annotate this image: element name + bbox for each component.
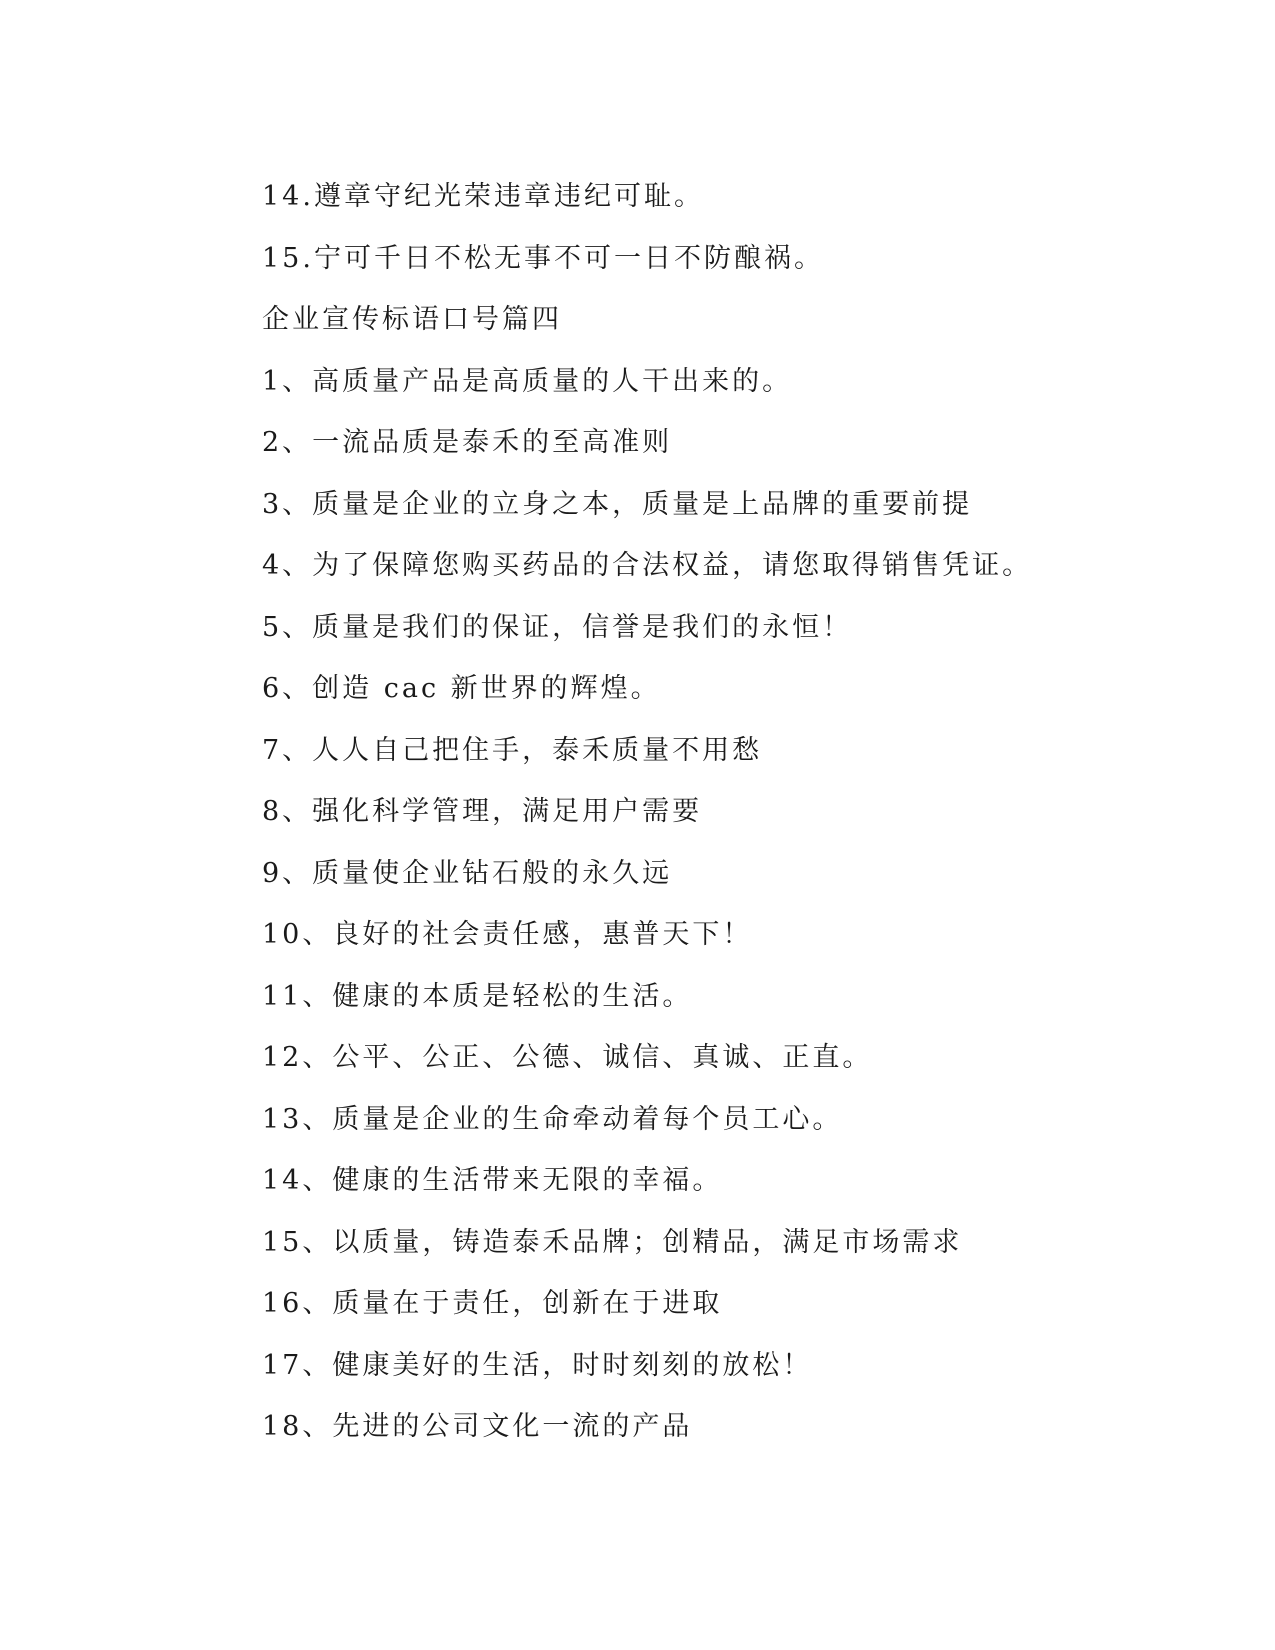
list-item: 14、健康的生活带来无限的幸福。	[262, 1165, 723, 1196]
list-item: 13、质量是企业的生命牵动着每个员工心。	[262, 1103, 843, 1135]
document-body	[262, 166, 1162, 1458]
section-heading: 企业宣传标语口号篇四	[262, 304, 562, 335]
list-item: 9、质量使企业钻石般的永久远	[262, 857, 673, 889]
list-item: 12、公平、公正、公德、诚信、真诚、正直。	[262, 1042, 873, 1073]
text-line: 14.遵章守纪光荣违章违纪可耻。	[262, 181, 704, 212]
list-item: 15、以质量，铸造泰禾品牌；创精品，满足市场需求	[262, 1226, 963, 1258]
list-item: 10、良好的社会责任感，惠普天下！	[262, 919, 753, 950]
list-item: 6、创造 cac 新世界的辉煌。	[262, 673, 661, 704]
list-item: 5、质量是我们的保证，信誉是我们的永恒！	[262, 611, 853, 643]
list-item: 17、健康美好的生活，时时刻刻的放松！	[262, 1349, 813, 1381]
list-item: 7、人人自己把住手，泰禾质量不用愁	[262, 734, 763, 766]
list-item: 2、一流品质是泰禾的至高准则	[262, 427, 673, 458]
list-item: 11、健康的本质是轻松的生活。	[262, 980, 693, 1012]
list-item: 1、高质量产品是高质量的人干出来的。	[262, 365, 793, 397]
list-item: 16、质量在于责任，创新在于进取	[262, 1288, 723, 1319]
list-item: 18、先进的公司文化一流的产品	[262, 1411, 693, 1442]
list-item: 3、质量是企业的立身之本，质量是上品牌的重要前提	[262, 488, 973, 520]
text-line: 15.宁可千日不松无事不可一日不防酿祸。	[262, 242, 824, 274]
list-item: 8、强化科学管理，满足用户需要	[262, 796, 703, 827]
list-item: 4、为了保障您购买药品的合法权益，请您取得销售凭证。	[262, 550, 1033, 581]
